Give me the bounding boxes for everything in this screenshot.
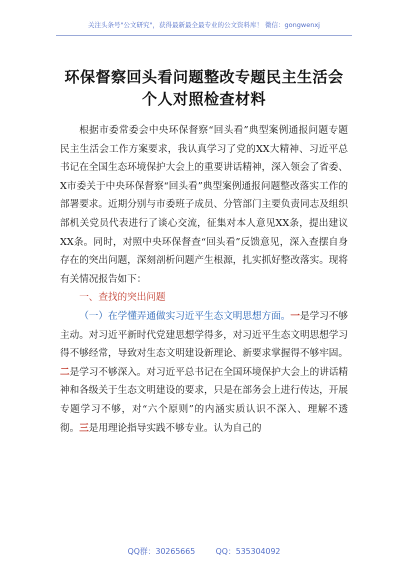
point-two-label: 二 xyxy=(60,366,70,378)
section-heading: 一、查找的突出问题 xyxy=(79,292,166,304)
point-one-label: 一 xyxy=(290,310,301,322)
footer-qq-group: QQ群：30265665 xyxy=(127,547,196,556)
point-three-text: 是用理论指导实践不够专业。认为自己的 xyxy=(88,422,262,434)
subsection-heading: （一）在学懂弄通做实习近平生态文明思想方面。 xyxy=(79,310,291,322)
subsection-paragraph xyxy=(60,308,348,438)
intro-paragraph: 根据市委常委会中央环保督察“回头看”典型案例通报问题专题民主生活会工作方案要求，我认真学习了党的XX大精神、习近平总书记在全国生态环境保护大会上的重要讲话精神，深入领会了省委、X市委关于中央环保督察“回头看”典型案例通报问题整改落实工作的部署要求。近期分别与市委班子成员、分管部门主要负责同志及组织部机关党员代表进行了谈心交流，征集对本人意见XX条，提出建议XX条。同时，对照中央环保督查“回头看”反馈意见，深入查摆自身存在的突出问题，深刻剖析问题产生根源，扎实抓好整改落实。现将有关情况报告如下： xyxy=(60,125,348,285)
header-divider xyxy=(56,35,352,36)
point-two-text: 是学习不够深入。对习近平总书记在全国环境保护大会上的讲话精神和各级关于生态文明建设的要求，只是在部务会上进行传达，开展专题学习不够，对“六个原则”的内涵实质认识不深入、理解不透彻。 xyxy=(60,366,349,434)
title-line-1: 环保督察回头看问题整改专题民主生活会 xyxy=(64,68,344,86)
header-banner: 关注头条号"公文研究"，获得最新最全最专业的公文资料库！ 微信：gongwenxj xyxy=(88,21,320,29)
point-one-text: 是学习不够主动。对习近平新时代党建思想学得多，对习近平生态文明思想学习得不够经常，导致对生态文明建设新理论、新要求掌握得不够牢固。 xyxy=(60,310,349,360)
footer-contact xyxy=(0,546,408,557)
footer-qq: QQ：535304092 xyxy=(215,547,281,556)
title-line-2: 个人对照检查材料 xyxy=(141,90,266,108)
point-three-label: 三 xyxy=(79,422,89,434)
document-body xyxy=(60,122,348,438)
document-title xyxy=(40,66,368,110)
